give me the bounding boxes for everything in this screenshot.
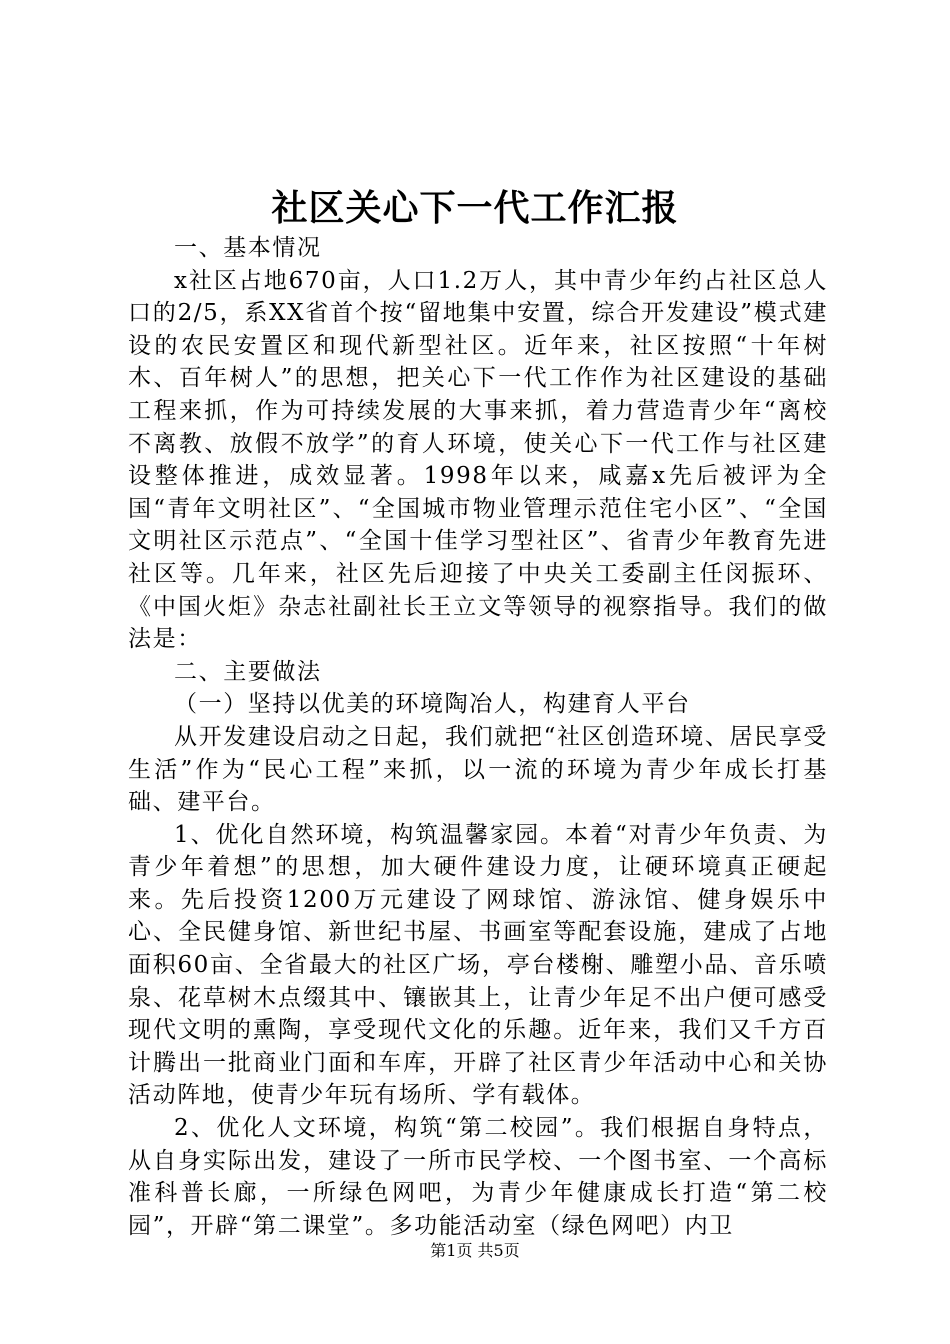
document-body <box>128 232 828 1242</box>
paragraph-natural-environment: 1、优化自然环境，构筑温馨家园。本着“对青少年负责、为青少年着想”的思想，加大硬件建设力度，让硬环境真正硬起来。先后投资1200万元建设了网球馆、游泳馆、健身娱乐中心、全民健身馆、新世纪书屋、书画室等配套设施，建成了占地面积60亩、全省最大的社区广场，亭台楼榭、雕塑小品、音乐喷泉、花草树木点缀其中、镶嵌其上，让青少年足不出户便可感受现代文明的熏陶，享受现代文化的乐趣。近年来，我们又千方百计腾出一批商业门面和车库，开辟了社区青少年活动中心和关协活动阵地，使青少年玩有场所、学有载体。 <box>128 821 828 1109</box>
paragraph-cultural-environment: 2、优化人文环境，构筑“第二校园”。我们根据自身特点，从自身实际出发，建设了一所市民学校、一个图书室、一个高标准科普长廊，一所绿色网吧，为青少年健康成长打造“第二校园”，开辟“第二课堂”。多功能活动室（绿色网吧）内卫 <box>128 1115 828 1239</box>
paragraph-overview: x社区占地670亩，人口1.2万人，其中青少年约占社区总人口的2/5，系XX省首个按“留地集中安置，综合开发建设”模式建设的农民安置区和现代新型社区。近年来，社区按照“十年树木、百年树人”的思想，把关心下一代工作作为社区建设的基础工程来抓，作为可持续发展的大事来抓，着力营造青少年“离校不离教、放假不放学”的育人环境，使关心下一代工作与社区建设整体推进，成效显著。1998年以来，咸嘉x先后被评为全国“青年文明社区”、“全国城市物业管理示范住宅小区”、“全国文明社区示范点”、“全国十佳学习型社区”、省青少年教育先进社区等。几年来，社区先后迎接了中央关工委副主任闵振环、《中国火炬》杂志社副社长王立文等领导的视察指导。我们的做法是： <box>128 267 828 653</box>
document-title: 社区关心下一代工作汇报 <box>271 187 679 229</box>
paragraph-environment-intro: 从开发建设启动之日起，我们就把“社区创造环境、居民享受生活”作为“民心工程”来抓，以一流的环境为青少年成长打基础、建平台。 <box>128 723 828 816</box>
section-heading-basic: 一、基本情况 <box>174 235 322 261</box>
subsection-heading-environment: （一）坚持以优美的环境陶冶人，构建育人平台 <box>174 691 691 718</box>
page-footer: 第1页 共5页 <box>430 1241 520 1260</box>
section-heading-methods: 二、主要做法 <box>174 658 322 685</box>
